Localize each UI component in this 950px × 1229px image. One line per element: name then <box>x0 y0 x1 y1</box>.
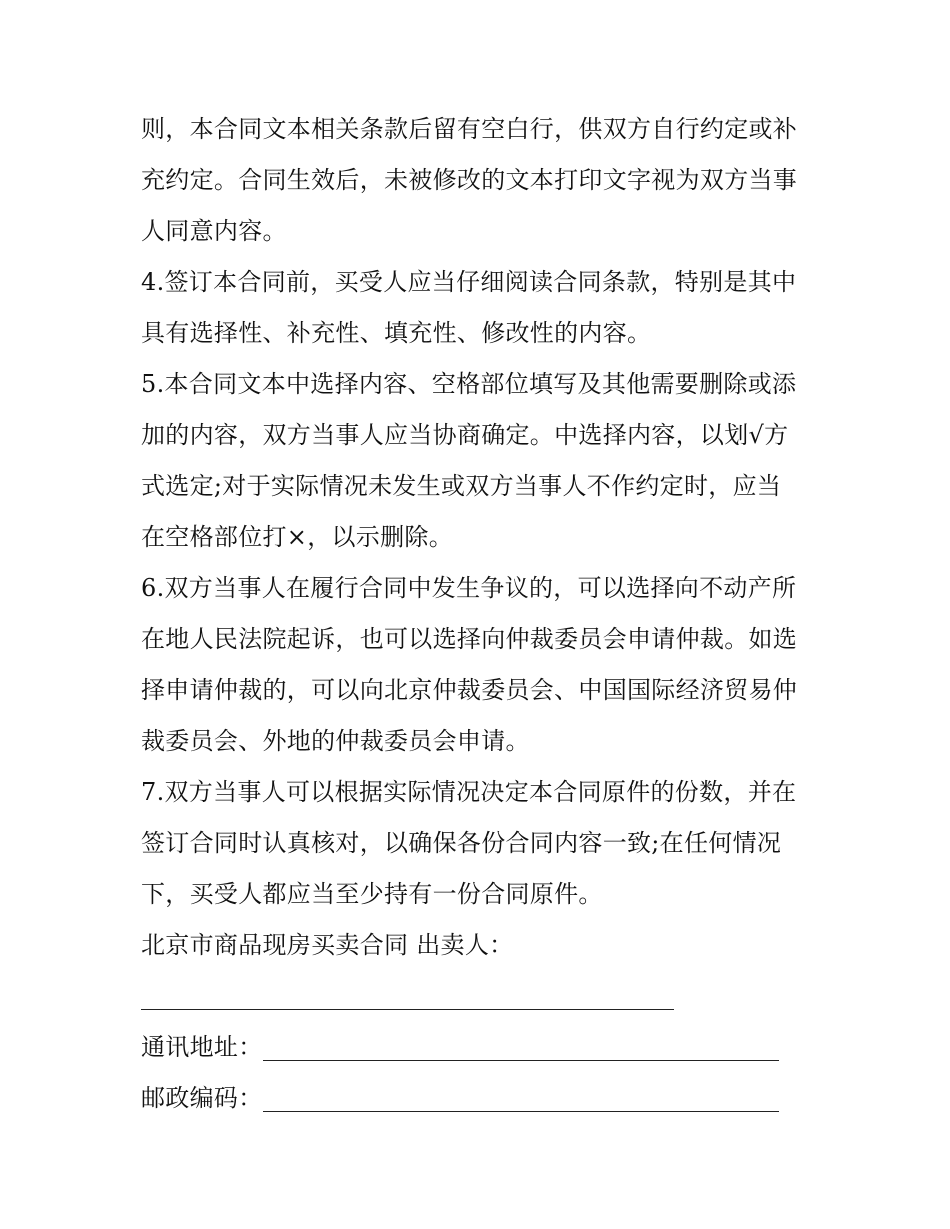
instruction-item-4: 4.签订本合同前，买受人应当仔细阅读合同条款，特别是其中 <box>141 268 797 296</box>
body-line: 人同意内容。 <box>141 217 287 245</box>
instruction-item-7: 7.双方当事人可以根据实际情况决定本合同原件的份数，并在 <box>141 778 797 806</box>
postal-label: 邮政编码： <box>141 1084 263 1112</box>
instruction-item-5: 5.本合同文本中选择内容、空格部位填写及其他需要删除或添 <box>141 370 797 398</box>
instruction-item-6: 6.双方当事人在履行合同中发生争议的，可以选择向不动产所 <box>141 574 797 602</box>
contract-instructions-body <box>141 104 821 1124</box>
body-line: 裁委员会、外地的仲裁委员会申请。 <box>141 727 530 755</box>
body-line: 式选定;对于实际情况未发生或双方当事人不作约定时，应当 <box>141 472 782 500</box>
body-line: 签订合同时认真核对，以确保各份合同内容一致;在任何情况 <box>141 829 782 857</box>
body-line: 则，本合同文本相关条款后留有空白行，供双方自行约定或补 <box>141 115 798 143</box>
address-field-row <box>141 1022 821 1073</box>
body-line: 择申请仲裁的，可以向北京仲裁委员会、中国国际经济贸易仲 <box>141 676 798 704</box>
body-line: 在空格部位打×，以示删除。 <box>141 523 454 551</box>
seller-name-blank[interactable] <box>141 981 674 1010</box>
postal-field-row <box>141 1073 821 1124</box>
body-line: 加的内容，双方当事人应当协商确定。中选择内容，以划√方 <box>141 421 789 449</box>
body-line: 充约定。合同生效后，未被修改的文本打印文字视为双方当事 <box>141 166 798 194</box>
body-line: 下，买受人都应当至少持有一份合同原件。 <box>141 880 603 908</box>
address-blank[interactable] <box>263 1032 779 1061</box>
seller-heading: 北京市商品现房买卖合同 出卖人： <box>141 931 514 959</box>
body-line: 具有选择性、补充性、填充性、修改性的内容。 <box>141 319 652 347</box>
body-line: 在地人民法院起诉，也可以选择向仲裁委员会申请仲裁。如选 <box>141 625 798 653</box>
postal-blank[interactable] <box>263 1083 779 1112</box>
seller-name-field[interactable] <box>141 971 821 1022</box>
address-label: 通讯地址： <box>141 1033 263 1061</box>
